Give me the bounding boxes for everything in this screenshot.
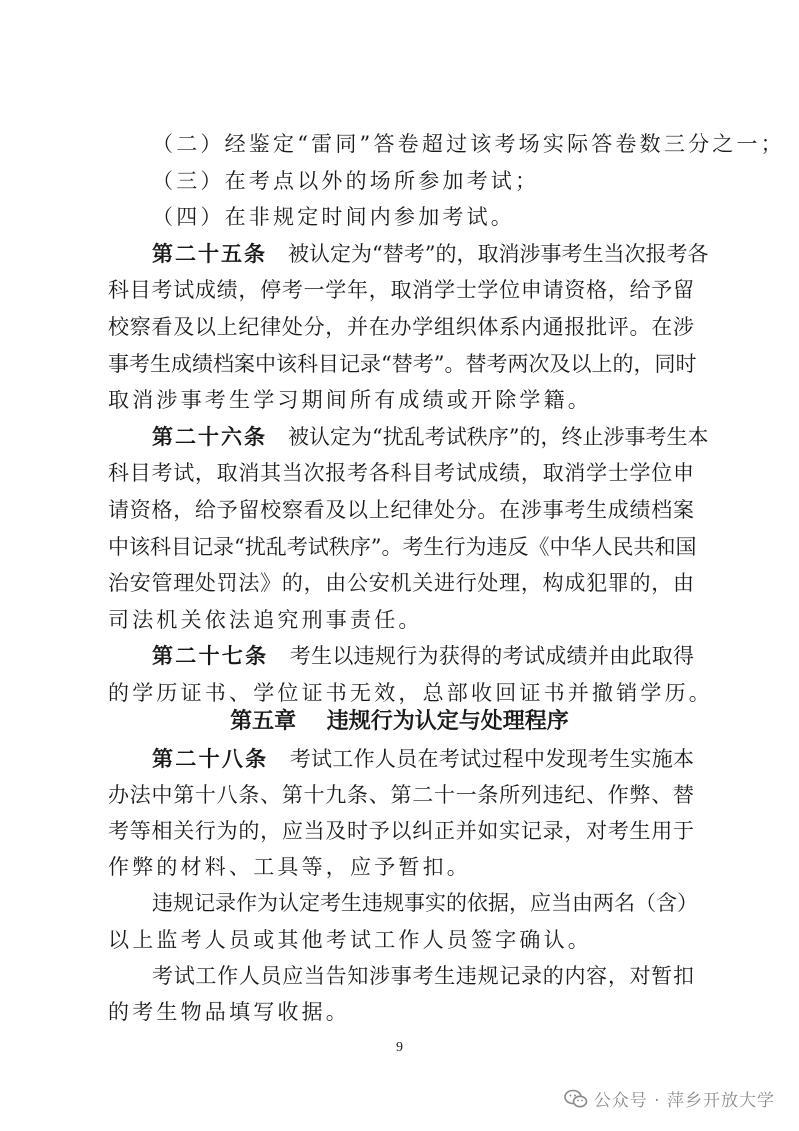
text-line [108, 276, 694, 304]
line-text: 考生以违规行为获得的考试成绩并由此取得 [268, 644, 695, 669]
line-text: 事考生成绩档案中该科目记录“替考”。替考两次及以上的，同时 [108, 351, 697, 376]
article-number: 第二十六条 [152, 424, 267, 449]
text-line [108, 313, 694, 341]
line-text: 科目考试，取消其当次报考各科目考试成绩，取消学士学位申 [108, 461, 694, 486]
line-text: 考等相关行为的，应当及时予以纠正并如实记录，对考生用于 [108, 819, 694, 844]
line-text: 办法中第十八条、第十九条、第二十一条所列违纪、作弊、替 [108, 783, 694, 808]
text-line [108, 496, 694, 524]
text-line [152, 130, 785, 158]
line-text: 考试工作人员应当告知涉事考生违规记录的内容，对暂扣 [152, 963, 694, 988]
text-line [152, 745, 694, 773]
line-text: 作弊的材料、工具等，应予暂扣。 [108, 855, 471, 880]
article-number: 第二十七条 [152, 644, 269, 669]
text-line [152, 240, 709, 268]
text-line [108, 533, 697, 561]
line-text: （四）在非规定时间内参加考试。 [152, 205, 515, 230]
page-number: 9 [396, 1040, 403, 1055]
watermark-text: 公众号 · 萍乡开放大学 [593, 1091, 775, 1111]
line-text: 的学历证书、学位证书无效，总部收回证书并撤销学历。 [108, 681, 713, 705]
text-line [108, 998, 694, 1026]
text-line [152, 889, 698, 917]
line-text: 取消涉事考生学习期间所有成绩或开除学籍。 [108, 388, 592, 413]
text-line [108, 459, 694, 487]
text-line [152, 167, 738, 195]
text-line [152, 962, 694, 990]
line-text: 考试工作人员在考试过程中发现考生实施本 [268, 747, 695, 771]
line-text: 的考生物品填写收据。 [108, 999, 350, 1024]
line-text: 违规记录作为认定考生违规事实的依据，应当由两名（含） [152, 891, 698, 916]
wechat-icon [564, 1089, 588, 1109]
line-text: 被认定为“替考”的，取消涉事考生当次报考各 [267, 241, 709, 266]
text-line [108, 853, 694, 881]
line-text: 司法机关依法追究刑事责任。 [108, 607, 423, 632]
text-line [108, 386, 694, 414]
watermark [564, 1086, 775, 1111]
text-line [108, 569, 694, 597]
article-number: 第二十五条 [152, 241, 267, 266]
line-text: （三）在考点以外的场所参加考试； [152, 168, 540, 193]
article-number: 第二十八条 [152, 747, 269, 771]
line-text: 被认定为“扰乱考试秩序”的，终止涉事考生本 [267, 424, 709, 449]
text-line [152, 423, 709, 451]
text-line [108, 926, 694, 954]
line-text: 科目考试成绩，停考一学年，取消学士学位申请资格，给予留 [108, 278, 694, 303]
text-line [108, 817, 694, 845]
text-line [108, 606, 694, 634]
chapter-title: 第五章 违规行为认定与处理程序 [230, 709, 569, 734]
text-line [108, 350, 697, 378]
line-text: 治安管理处罚法》的，由公安机关进行处理，构成犯罪的，由 [108, 571, 694, 596]
text-line [108, 679, 713, 707]
line-text: 请资格，给予留校察看及以上纪律处分。在涉事考生成绩档案 [108, 498, 694, 522]
line-text: 中该科目记录“扰乱考试秩序”。考生行为违反《中华人民共和国 [108, 534, 697, 559]
line-text: 以上监考人员或其他考试工作人员签字确认。 [108, 927, 592, 952]
line-text: （二）经鉴定“雷同”答卷超过该考场实际答卷数三分之一； [152, 132, 785, 156]
text-line [152, 642, 694, 670]
text-line [108, 781, 694, 809]
text-line [152, 203, 738, 231]
line-text: 校察看及以上纪律处分，并在办学组织体系内通报批评。在涉 [108, 315, 694, 339]
